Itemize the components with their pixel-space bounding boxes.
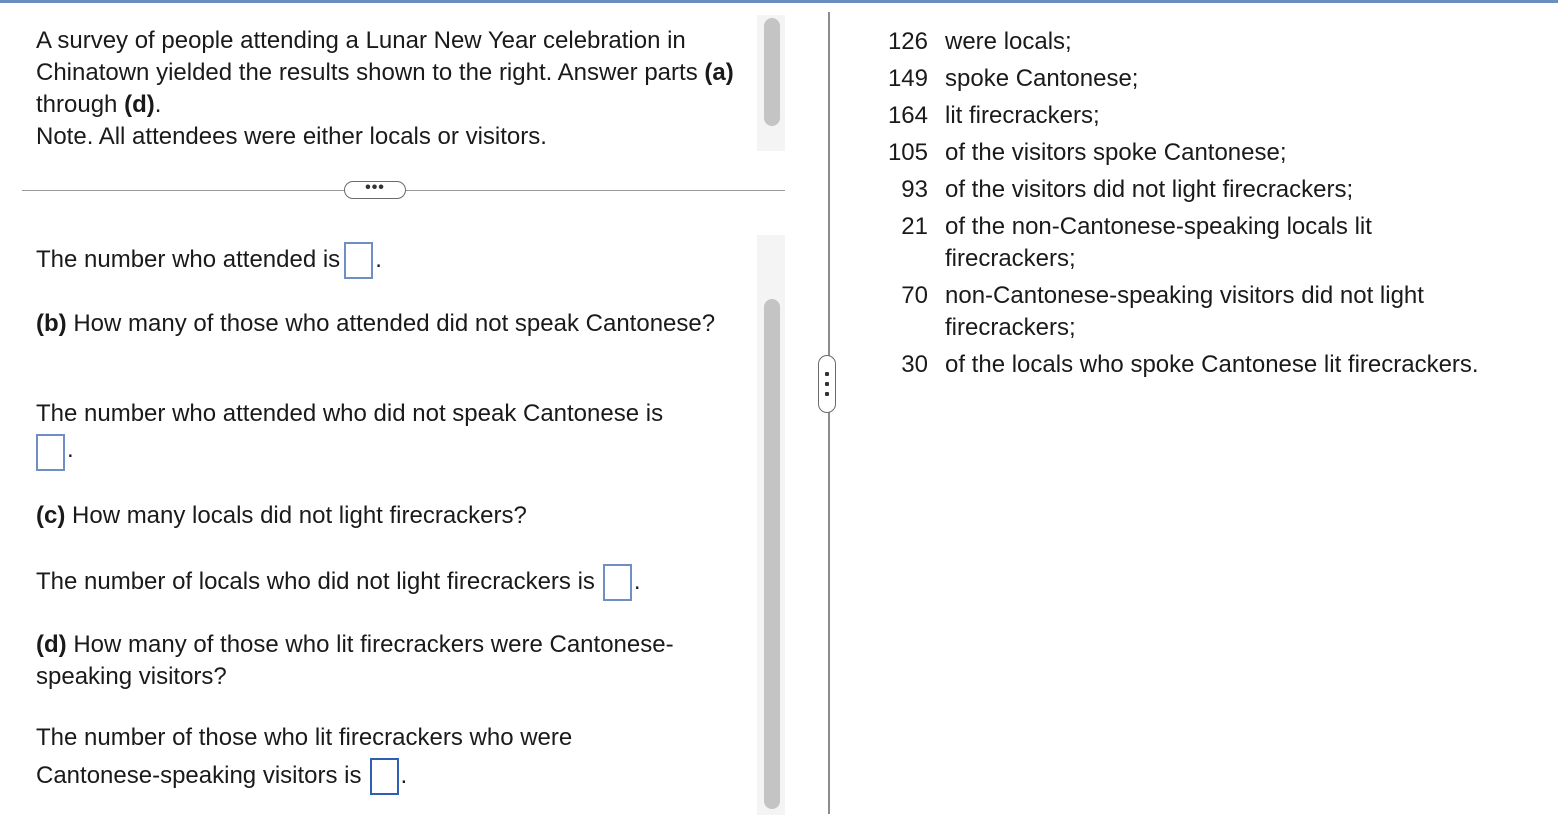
answer-d-text-1: The number of those who lit firecrackers who were: [36, 724, 573, 751]
vertical-divider: [828, 12, 830, 814]
part-a-label: (a): [704, 59, 734, 86]
answer-b-text: The number who attended who did not speak Cantonese is: [36, 400, 664, 427]
fact-text: of the non-Cantonese-speaking locals lit firecrackers;: [945, 213, 1372, 272]
fact-text: of the locals who spoke Cantonese lit firecrackers.: [945, 351, 1479, 378]
resize-handle[interactable]: [818, 355, 836, 413]
fact-row: [870, 174, 1540, 206]
question-d-label: (d): [36, 631, 67, 658]
fact-row: [870, 280, 1490, 344]
answer-c-input[interactable]: [603, 564, 632, 601]
main-scrollbar-thumb[interactable]: [764, 299, 780, 809]
fact-number: 126: [887, 28, 928, 55]
fact-number: 30: [901, 351, 928, 378]
fact-row: [870, 63, 1540, 95]
fact-number: 149: [887, 65, 928, 92]
fact-text: of the visitors spoke Cantonese;: [945, 139, 1287, 166]
question-b-text: How many of those who attended did not speak Cantonese?: [66, 310, 716, 337]
part-d-label: (d): [124, 91, 155, 118]
fact-row: [870, 349, 1540, 381]
fact-row: [870, 137, 1540, 169]
answer-a-row: [36, 242, 751, 279]
fact-number: 93: [901, 176, 928, 203]
dot-icon: [825, 372, 829, 376]
period: .: [400, 762, 408, 789]
expand-button[interactable]: •••: [344, 181, 406, 199]
fact-text: were locals;: [945, 28, 1072, 55]
dot-icon: [825, 382, 829, 386]
answer-c-text: The number of locals who did not light firecrackers is: [36, 567, 595, 595]
fact-row: [870, 26, 1540, 58]
fact-row: [870, 211, 1430, 275]
question-d: [36, 629, 751, 693]
problem-statement: [36, 25, 756, 153]
period: .: [67, 435, 74, 463]
fact-number: 105: [887, 139, 928, 166]
answer-b-row: [36, 398, 751, 471]
question-c-label: (c): [36, 502, 66, 529]
question-d-text: How many of those who lit firecrackers were Cantonese-speaking visitors?: [36, 631, 674, 690]
fact-number: 70: [901, 282, 928, 309]
period: .: [633, 567, 641, 595]
intro-text: A survey of people attending a Lunar New Year celebration in Chinatown yielded the results shown to the right. Answer parts: [36, 27, 705, 86]
fact-text: non-Cantonese-speaking visitors did not light firecrackers;: [945, 282, 1424, 341]
intro-through: through: [36, 91, 125, 118]
answer-d-text-2: Cantonese-speaking visitors is: [36, 762, 362, 789]
dot-icon: [825, 392, 829, 396]
fact-row: [870, 100, 1540, 132]
answer-a-input[interactable]: [344, 242, 373, 279]
survey-results: [870, 26, 1540, 386]
answer-d-input[interactable]: [370, 758, 399, 795]
top-scrollbar-thumb[interactable]: [764, 18, 780, 126]
fact-number: 21: [901, 213, 928, 240]
fact-text: of the visitors did not light firecrackers;: [945, 176, 1354, 203]
answer-d-row: [36, 719, 751, 795]
question-b: [36, 308, 751, 340]
question-b-label: (b): [36, 310, 67, 337]
intro-period: .: [154, 91, 162, 118]
intro-note: Note. All attendees were either locals or visitors.: [36, 123, 547, 150]
answer-c-row: [36, 564, 756, 601]
question-c-text: How many locals did not light firecrackers?: [65, 502, 527, 529]
answer-b-input[interactable]: [36, 434, 65, 471]
fact-number: 164: [887, 102, 928, 129]
question-c: [36, 500, 751, 532]
period: .: [375, 245, 382, 273]
fact-text: lit firecrackers;: [945, 102, 1100, 129]
fact-text: spoke Cantonese;: [945, 65, 1139, 92]
question-pane: [0, 3, 828, 819]
answer-a-text: The number who attended is: [36, 245, 341, 273]
